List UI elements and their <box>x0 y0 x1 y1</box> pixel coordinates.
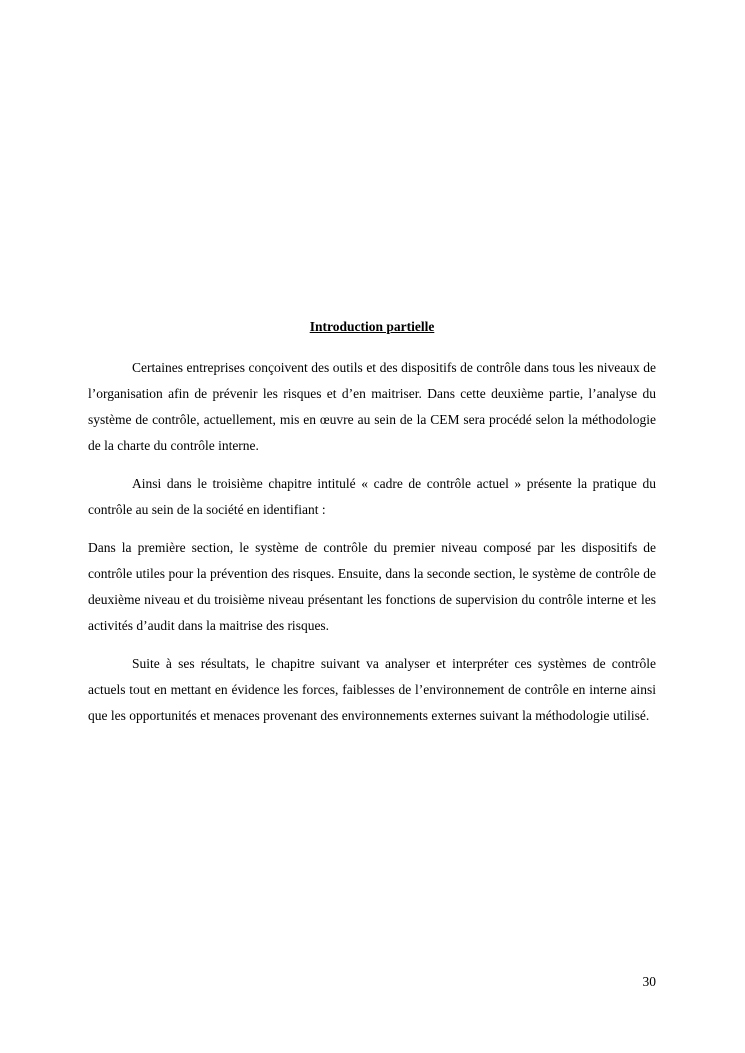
body-text <box>88 355 656 741</box>
section-title <box>88 317 656 337</box>
paragraph-1: Certaines entreprises conçoivent des outils et des dispositifs de contrôle dans tous les niveaux de l’organisation afin de prévenir les risques et d’en maitriser. Dans cette deuxième partie, l’analyse du système de contrôle, actuellement, mis en œuvre au sein de la CEM sera procédé selon la méthodologie de la charte du contrôle interne. <box>88 360 656 453</box>
section-title-text: Introduction partielle <box>309 319 435 334</box>
page-number: 30 <box>642 974 656 989</box>
paragraph-3: Dans la première section, le système de contrôle du premier niveau composé par les dispositifs de contrôle utiles pour la prévention des risques. Ensuite, dans la seconde section, le système de contrôle de deuxième niveau et du troisième niveau présentant les fonctions de supervision du contrôle interne et les activités d’audit dans la maitrise des risques. <box>88 540 656 633</box>
paragraph-2: Ainsi dans le troisième chapitre intitulé « cadre de contrôle actuel » présente la pratique du contrôle au sein de la société en identifiant : <box>88 476 656 517</box>
paragraph-4: Suite à ses résultats, le chapitre suivant va analyser et interpréter ces systèmes de contrôle actuels tout en mettant en évidence les forces, faiblesses de l’environnement de contrôle en interne ainsi que les opportunités et menaces provenant des environnements externes suivant la méthodologie utilisé. <box>88 656 656 723</box>
